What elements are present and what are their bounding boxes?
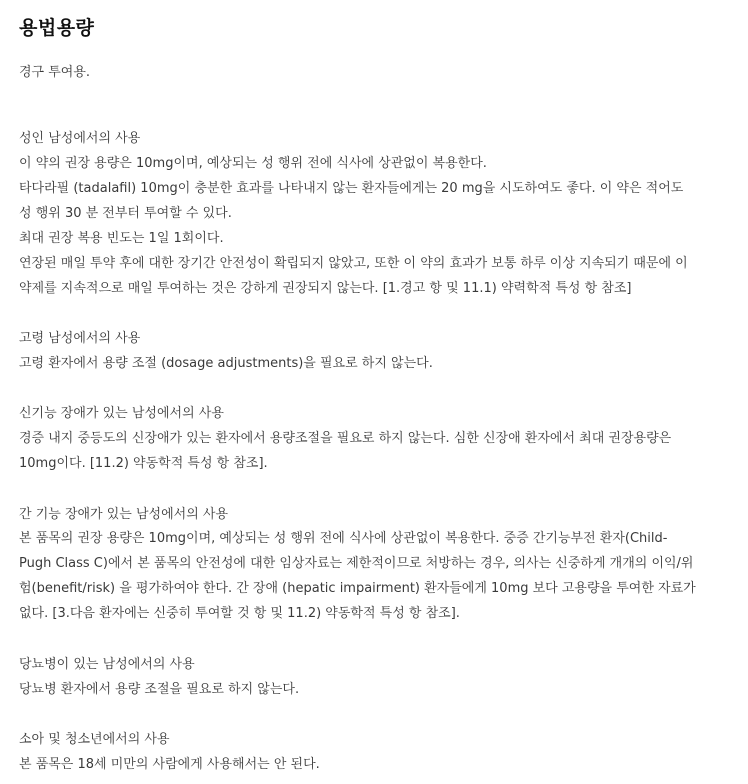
route-text: 경구 투여용. [19, 65, 91, 80]
hepatic-heading: 간 기능 장애가 있는 남성에서의 사용 [19, 507, 229, 522]
hepatic-text-2: Pugh Class C)에서 본 품목의 안전성에 대한 임상자료는 제한적이므로 처방하는 경우, 의사는 신중하게 개개의 이익/위 [19, 556, 694, 571]
pediatric-text-1: 본 품목은 18세 미만의 사람에게 사용해서는 안 된다. [19, 757, 320, 772]
hepatic-text-4: 없다. [3.다음 환자에는 신중히 투여할 것 항 및 11.2) 약동학적 특성 항 참조]. [19, 606, 460, 621]
adult-text-2a: 타다라필 (tadalafil) 10mg이 충분한 효과를 나타내지 않는 환자들에게는 20 mg을 시도하여도 좋다. 이 약은 적어도 [19, 181, 684, 196]
diabetes-text-1: 당뇨병 환자에서 용량 조절을 필요로 하지 않는다. [19, 682, 300, 697]
adult-heading: 성인 남성에서의 사용 [19, 131, 141, 146]
adult-text-4a: 연장된 매일 투약 후에 대한 장기간 안전성이 확립되지 않았고, 또한 이 약의 효과가 보통 하루 이상 지속되기 때문에 이 [19, 256, 688, 271]
adult-text-1: 이 약의 권장 용량은 10mg이며, 예상되는 성 행위 전에 식사에 상관없이 복용한다. [19, 156, 487, 171]
elderly-text-1: 고령 환자에서 용량 조절 (dosage adjustments)을 필요로 하지 않는다. [19, 356, 433, 371]
diabetes-heading: 당뇨병이 있는 남성에서의 사용 [19, 657, 195, 672]
renal-text-1b: 10mg이다. [11.2) 약동학적 특성 항 참조]. [19, 456, 268, 471]
hepatic-text-1: 본 품목의 권장 용량은 10mg이며, 예상되는 성 행위 전에 식사에 상관없이 복용한다. 중증 간기능부전 환자(Child- [19, 531, 668, 546]
adult-text-3: 최대 권장 복용 빈도는 1일 1회이다. [19, 231, 224, 246]
section-title: 용법용량 [19, 17, 95, 39]
pediatric-heading: 소아 및 청소년에서의 사용 [19, 732, 170, 747]
hepatic-text-3: 험(benefit/risk) 을 평가하여야 한다. 간 장애 (hepatic impairment) 환자들에게 10mg 보다 고용량을 투여한 자료가 [19, 581, 696, 596]
adult-text-4b: 약제를 지속적으로 매일 투여하는 것은 강하게 권장되지 않는다. [1.경고 항 및 11.1) 약력학적 특성 항 참조] [19, 281, 632, 296]
renal-heading: 신기능 장애가 있는 남성에서의 사용 [19, 406, 224, 421]
elderly-heading: 고령 남성에서의 사용 [19, 331, 141, 346]
adult-text-2b: 성 행위 30 분 전부터 투여할 수 있다. [19, 206, 232, 221]
renal-text-1a: 경증 내지 중등도의 신장애가 있는 환자에서 용량조절을 필요로 하지 않는다. 심한 신장애 환자에서 최대 권장용량은 [19, 431, 672, 446]
